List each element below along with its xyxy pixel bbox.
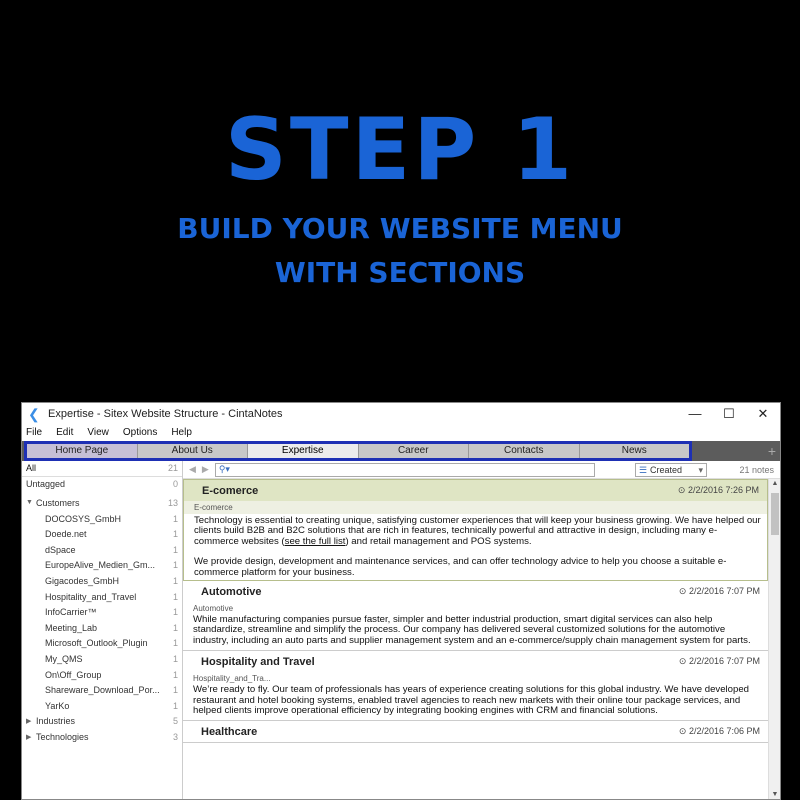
note-date: ⊙ 2/2/2016 7:26 PM xyxy=(677,485,759,495)
back-arrow-icon[interactable]: ◀ xyxy=(189,464,196,474)
sidebar-item-customer[interactable] xyxy=(22,682,182,698)
sidebar-item-label: Doede.net xyxy=(45,529,87,540)
notes-scrollbar[interactable] xyxy=(768,479,780,799)
sidebar-item-count: 1 xyxy=(172,700,178,711)
sidebar-item-label: Untagged xyxy=(26,479,66,490)
note-item[interactable] xyxy=(183,581,768,651)
close-button[interactable]: ✕ xyxy=(757,406,769,421)
sidebar-item-customer[interactable] xyxy=(22,542,182,558)
tab-news[interactable]: News xyxy=(580,444,690,458)
sidebar-item-count: 1 xyxy=(172,513,178,524)
sidebar-item-label: InfoCarrier™ xyxy=(45,607,97,618)
subtitle-line-1: BUILD YOUR WEBSITE MENU xyxy=(177,212,623,245)
sidebar-item-customer[interactable] xyxy=(22,667,182,683)
note-text-part: ) and retail management and POS systems. xyxy=(345,535,532,547)
note-tag: Hospitality_and_Tra... xyxy=(193,674,271,684)
note-date-value: 2/2/2016 7:06 PM xyxy=(688,726,760,737)
sidebar-item-label: Meeting_Lab xyxy=(45,622,98,633)
menu-edit[interactable]: Edit xyxy=(56,427,74,438)
sidebar-item-count: 1 xyxy=(172,560,178,571)
sidebar-item-label: dSpace xyxy=(45,544,76,555)
sort-value: Created xyxy=(650,465,683,475)
note-item[interactable] xyxy=(183,651,768,721)
note-text-part: Technology is essential to creating unique, satisfying customer experiences that will keep your business growing. We have helped our clients build B2B and B2C solutions that are rich in features, technically powerful and attractive in design, including many e-commerce websites ( xyxy=(194,515,761,547)
chevron-down-icon: ▾ xyxy=(698,465,703,475)
note-date-value: 2/2/2016 7:26 PM xyxy=(687,485,759,495)
note-title: Hospitality and Travel xyxy=(201,655,315,668)
tag-sidebar xyxy=(22,461,183,799)
note-title: Automotive xyxy=(201,585,262,598)
sidebar-item-count: 21 xyxy=(167,463,178,474)
sidebar-item-count: 1 xyxy=(172,685,178,696)
tab-home-page[interactable]: Home Page xyxy=(27,444,138,458)
title-bar[interactable] xyxy=(22,403,780,425)
sidebar-item-label: Microsoft_Outlook_Plugin xyxy=(45,638,148,649)
sidebar-item-customer[interactable] xyxy=(22,511,182,527)
note-title: E-comerce xyxy=(202,484,259,497)
note-item[interactable] xyxy=(183,721,768,743)
sidebar-group-customers[interactable] xyxy=(22,495,182,511)
note-text xyxy=(183,685,768,716)
note-count: 21 notes xyxy=(739,465,774,475)
sidebar-item-untagged[interactable] xyxy=(22,477,182,493)
notes-list xyxy=(183,479,768,799)
sidebar-group-technologies[interactable] xyxy=(22,729,182,745)
menu-options[interactable]: Options xyxy=(122,427,158,438)
sidebar-group-industries[interactable] xyxy=(22,714,182,730)
sidebar-item-label: Hospitality_and_Travel xyxy=(45,591,137,602)
step-title: STEP 1 xyxy=(224,100,576,200)
note-date-value: 2/2/2016 7:07 PM xyxy=(688,586,760,597)
note-title: Healthcare xyxy=(201,725,258,738)
menu-view[interactable]: View xyxy=(87,427,109,438)
app-window xyxy=(21,402,781,800)
window-title: Expertise - Sitex Website Structure - CintaNotes xyxy=(48,408,283,420)
sidebar-item-customer[interactable] xyxy=(22,620,182,636)
sidebar-item-count: 1 xyxy=(172,638,178,649)
sidebar-item-label: All xyxy=(26,463,37,474)
sidebar-item-count: 1 xyxy=(172,622,178,633)
note-date: ⊙ 2/2/2016 7:07 PM xyxy=(678,656,760,667)
minimize-button[interactable]: — xyxy=(688,406,702,421)
sidebar-item-customer[interactable] xyxy=(22,636,182,652)
sidebar-item-label: Gigacodes_GmbH xyxy=(45,575,120,586)
sidebar-item-label: EuropeAlive_Medien_Gm... xyxy=(45,560,156,571)
notes-toolbar xyxy=(183,461,780,479)
tab-career[interactable]: Career xyxy=(359,444,470,458)
menu-help[interactable]: Help xyxy=(171,427,192,438)
chevron-right-icon[interactable]: ▶ xyxy=(26,718,32,726)
note-date: ⊙ 2/2/2016 7:07 PM xyxy=(678,586,760,597)
sidebar-item-customer[interactable] xyxy=(22,558,182,574)
chevron-right-icon[interactable]: ▶ xyxy=(26,733,32,741)
sidebar-item-count: 1 xyxy=(172,575,178,586)
sidebar-item-customer[interactable] xyxy=(22,589,182,605)
section-tabs-highlight xyxy=(24,441,692,461)
search-input[interactable] xyxy=(215,463,595,477)
sidebar-item-count: 1 xyxy=(172,669,178,680)
note-paragraph: We provide design, development and maintenance services, and can offer technology advice to help you choose a suitable e-commerce platform for your business. xyxy=(194,556,727,578)
sidebar-item-label: Shareware_Download_Por... xyxy=(45,685,160,696)
sidebar-item-label: Customers xyxy=(36,497,80,508)
see-full-list-link[interactable]: see the full list xyxy=(284,535,346,547)
sidebar-item-label: My_QMS xyxy=(45,653,83,664)
menu-bar xyxy=(22,425,780,441)
note-text xyxy=(183,615,768,646)
note-tag: E-comerce xyxy=(194,503,233,512)
scroll-down-icon[interactable]: ▼ xyxy=(771,791,779,798)
sidebar-item-customer[interactable] xyxy=(22,651,182,667)
sidebar-item-customer[interactable] xyxy=(22,604,182,620)
sidebar-item-count: 1 xyxy=(172,544,178,555)
add-tab-icon[interactable]: + xyxy=(767,443,776,459)
sidebar-item-label: DOCOSYS_GmbH xyxy=(45,513,122,524)
notes-pane xyxy=(183,461,780,799)
maximize-button[interactable]: ☐ xyxy=(723,406,735,421)
sidebar-item-count: 3 xyxy=(172,731,178,742)
sidebar-item-count: 1 xyxy=(172,591,178,602)
sidebar-item-customer[interactable] xyxy=(22,526,182,542)
note-date: ⊙ 2/2/2016 7:06 PM xyxy=(678,726,760,737)
sidebar-item-customer[interactable] xyxy=(22,698,182,714)
note-text xyxy=(184,514,767,580)
sidebar-item-label: Industries xyxy=(36,716,76,727)
note-paragraph: While manufacturing companies pursue faster, simpler and better industrial production, smart digital services can also help standardize, streamline and simplify the process. Our company has delivered several customized solutions for the automotive industry, including an auto parts and supplier management system and an e-commerce/supply chain management system for parts. xyxy=(193,614,751,646)
scrollbar-thumb[interactable] xyxy=(771,493,779,535)
scroll-up-icon[interactable]: ▲ xyxy=(771,480,779,487)
note-paragraph: We’re ready to fly. Our team of professionals has years of experience creating solutions for this global industry. We have developed restaurant and hotel booking systems, enabled travel agencies to reach new markets with their online tour package services, and helped clients improve operational efficiency by integrating booking engines with CRM and financial solutions. xyxy=(193,684,750,717)
sidebar-item-label: YarKo xyxy=(45,700,70,711)
forward-arrow-icon[interactable]: ▶ xyxy=(201,464,209,474)
sort-icon: ☰ xyxy=(639,465,648,475)
sidebar-item-all[interactable] xyxy=(22,461,182,477)
tab-contacts[interactable]: Contacts xyxy=(469,444,580,458)
search-icon: ⚲▾ xyxy=(218,464,230,474)
sidebar-item-customer[interactable] xyxy=(22,573,182,589)
sidebar-item-count: 13 xyxy=(167,497,178,508)
sidebar-item-label: On\Off_Group xyxy=(45,669,102,680)
sidebar-item-label: Technologies xyxy=(36,731,89,742)
section-tabs-bar xyxy=(22,441,780,461)
subtitle-line-2: WITH SECTIONS xyxy=(274,256,526,289)
tab-about-us[interactable]: About Us xyxy=(138,444,249,458)
sidebar-item-count: 1 xyxy=(172,529,178,540)
cintanotes-logo-icon: ❮ xyxy=(28,406,40,422)
note-date-value: 2/2/2016 7:07 PM xyxy=(688,656,760,667)
chevron-down-icon[interactable]: ▼ xyxy=(26,499,33,507)
note-tag: Automotive xyxy=(193,604,234,614)
sort-select[interactable] xyxy=(635,463,707,477)
sidebar-item-count: 1 xyxy=(172,653,178,664)
note-item[interactable] xyxy=(183,479,768,581)
sidebar-item-count: 1 xyxy=(172,607,178,618)
sidebar-item-count: 5 xyxy=(172,716,178,727)
sidebar-item-count: 0 xyxy=(172,479,178,490)
tab-expertise[interactable]: Expertise xyxy=(248,444,359,458)
menu-file[interactable]: File xyxy=(26,427,43,438)
